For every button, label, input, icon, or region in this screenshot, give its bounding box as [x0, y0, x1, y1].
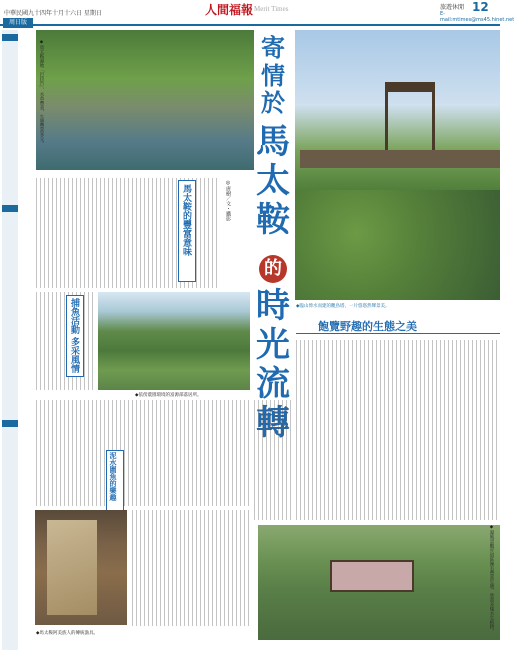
section-heading: 捕魚活動 多采風情 [69, 298, 79, 374]
index-sidebar [2, 30, 18, 650]
headline-particle: 的 [252, 244, 294, 283]
boardwalk-shape [300, 150, 500, 168]
body-text-block [36, 400, 250, 506]
byline: ◎唐樹／文・攝影 [225, 180, 231, 221]
headline-line1: 寄情於 [261, 33, 285, 118]
body-text-block [36, 292, 94, 390]
body-text-block [254, 400, 292, 520]
photo-wetland-pond [36, 30, 254, 170]
body-text-block [132, 510, 252, 626]
section-heading: 馬太鞍的豐富意味 [181, 184, 191, 256]
caption-river: ◆馬太鞍阿美族人的傳統漁具。 [36, 631, 98, 636]
body-text-block [296, 340, 500, 520]
caption-pond: ◆馬太鞍濕地「巴拉告」，水草豐美，生態豐富多元。 [39, 40, 44, 147]
caption-tower: ◆臨山倚水而建的觀鳥塔，一片悠悠然聲景美。 [296, 304, 390, 309]
section-name: 旅遊休閒 [440, 4, 465, 11]
sidebar-tag [2, 420, 18, 427]
sidebar-tag [2, 34, 18, 41]
sidebar-tag [2, 205, 18, 212]
section-heading: 泥水圍魚的樂趣 [109, 452, 118, 501]
fishing-net-shape [47, 520, 97, 615]
subtitle-rule [296, 333, 500, 334]
page-number: 12 [472, 0, 489, 14]
photo-village [98, 292, 250, 390]
masthead-email: E-mail:mtimes@ms45.hinet.net [440, 11, 514, 23]
subtitle: 飽覽野趣的生態之美 [318, 320, 417, 333]
masthead-logo-english: Merit Times [254, 5, 289, 13]
caption-village: ◆依傍農園環境的富源部落居所。 [135, 393, 202, 398]
headline-line2: 馬太鞍 [256, 121, 290, 240]
deck-platform [330, 560, 414, 592]
caption-deck: ◆濕地景觀步道區擁有豐富生態，欣賞多樣水生植物。 [489, 525, 494, 634]
headline-line3: 時光流轉 [256, 286, 290, 444]
masthead-logo: 人間福報 [205, 3, 254, 17]
headline [252, 34, 294, 444]
photo-lily-pond [295, 190, 500, 300]
weekday-tag: 周日版 [3, 18, 33, 28]
masthead-date: 中華民國九十四年十月十六日 星期日 [4, 10, 102, 17]
